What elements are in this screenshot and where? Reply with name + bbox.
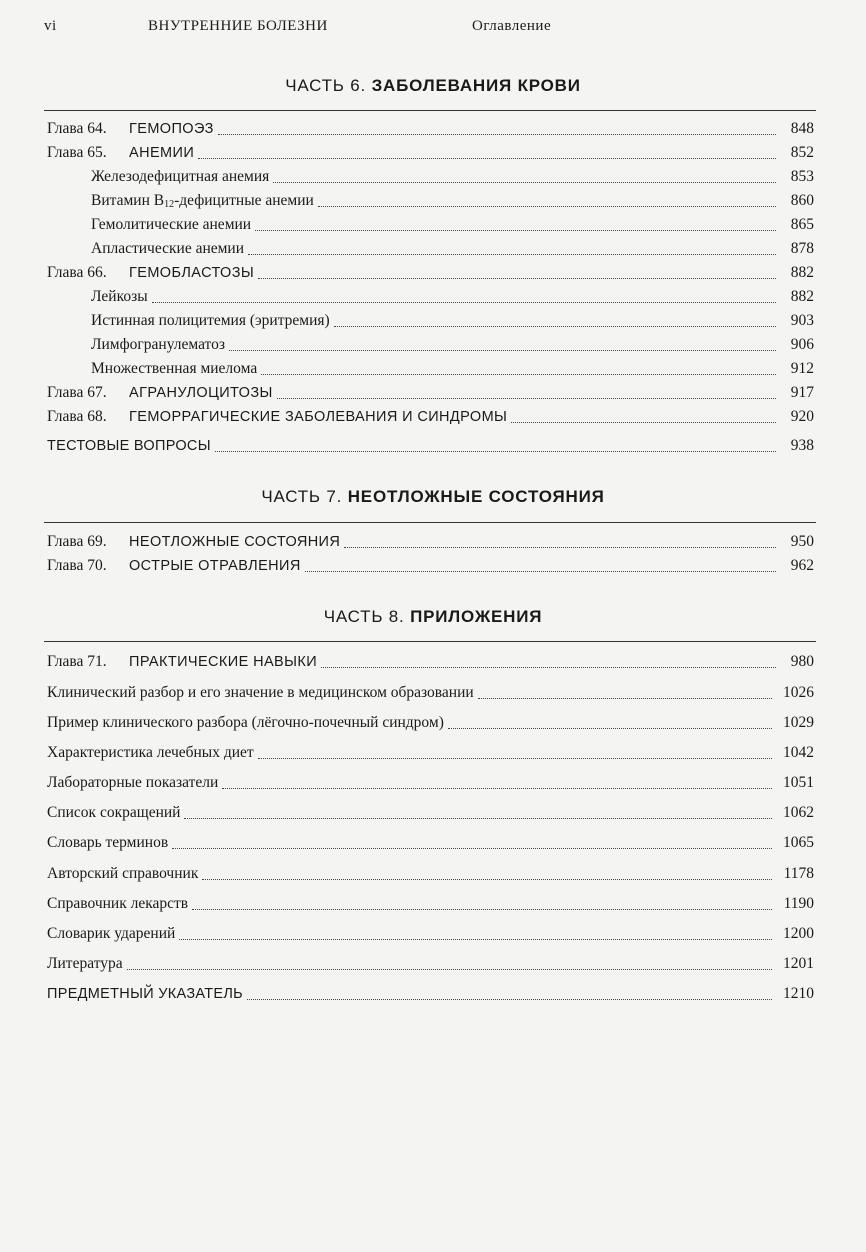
toc-entry[interactable]: Глава 65. АНЕМИИ 852 bbox=[47, 144, 814, 161]
part-7-name: НЕОТЛОЖНЫЕ СОСТОЯНИЯ bbox=[347, 487, 605, 506]
leader-dots bbox=[192, 909, 772, 910]
leader-dots bbox=[218, 134, 776, 135]
part-8-number: ЧАСТЬ 8. bbox=[323, 607, 405, 626]
leader-dots bbox=[258, 758, 772, 759]
leader-dots bbox=[318, 206, 776, 207]
leader-dots bbox=[277, 398, 776, 399]
part-7-rule bbox=[44, 522, 816, 523]
toc-page: 920 bbox=[790, 408, 814, 425]
toc-page: 1026 bbox=[783, 684, 814, 701]
part-7-number: ЧАСТЬ 7. bbox=[261, 487, 343, 506]
running-header bbox=[44, 18, 836, 40]
leader-dots bbox=[222, 788, 772, 789]
toc-subentry[interactable]: Железодефицитная анемия 853 bbox=[91, 168, 814, 185]
toc-entry[interactable]: Глава 70. ОСТРЫЕ ОТРАВЛЕНИЯ 962 bbox=[47, 557, 814, 574]
toc-page: 848 bbox=[790, 120, 814, 137]
toc-page: 853 bbox=[790, 168, 814, 185]
leader-dots bbox=[215, 451, 776, 452]
toc-appendix-entry[interactable]: Авторский справочник 1178 bbox=[47, 865, 814, 882]
toc-appendix-entry[interactable]: Словарик ударений 1200 bbox=[47, 925, 814, 942]
toc-page: 1029 bbox=[783, 714, 814, 731]
toc-page: 906 bbox=[790, 336, 814, 353]
leader-dots bbox=[198, 158, 776, 159]
page-number: vi bbox=[44, 18, 57, 34]
toc-page: 1042 bbox=[783, 744, 814, 761]
toc-appendix-entry[interactable]: Клинический разбор и его значение в медицинском образовании 1026 bbox=[47, 684, 814, 701]
toc-page: 1051 bbox=[783, 774, 814, 791]
toc-subentry[interactable]: Лимфогранулематоз 906 bbox=[91, 336, 814, 353]
toc-page: 878 bbox=[790, 240, 814, 257]
toc-page: 1200 bbox=[783, 925, 814, 942]
leader-dots bbox=[202, 879, 772, 880]
toc-page: 980 bbox=[790, 653, 814, 670]
toc-appendix-entry[interactable]: Пример клинического разбора (лёгочно-почечный синдром) 1029 bbox=[47, 714, 814, 731]
toc-page: 938 bbox=[790, 437, 814, 454]
toc-page: 912 bbox=[790, 360, 814, 377]
toc-entry-tests[interactable]: ТЕСТОВЫЕ ВОПРОСЫ 938 bbox=[47, 437, 814, 454]
part-7-title bbox=[0, 487, 866, 507]
leader-dots bbox=[478, 698, 772, 699]
leader-dots bbox=[152, 302, 776, 303]
leader-dots bbox=[172, 848, 772, 849]
toc-page: 962 bbox=[790, 557, 814, 574]
toc-appendix-entry[interactable]: Справочник лекарств 1190 bbox=[47, 895, 814, 912]
section-title: Оглавление bbox=[472, 18, 552, 34]
toc-page: 865 bbox=[790, 216, 814, 233]
toc-appendix-entry-index[interactable]: ПРЕДМЕТНЫЙ УКАЗАТЕЛЬ 1210 bbox=[47, 985, 814, 1002]
toc-page: 882 bbox=[790, 264, 814, 281]
toc-subentry[interactable]: Лейкозы 882 bbox=[91, 288, 814, 305]
book-title: ВНУТРЕННИЕ БОЛЕЗНИ bbox=[148, 18, 328, 34]
toc-appendix-entry[interactable]: Литература 1201 bbox=[47, 955, 814, 972]
leader-dots bbox=[258, 278, 776, 279]
toc-page: 1065 bbox=[783, 834, 814, 851]
leader-dots bbox=[448, 728, 772, 729]
leader-dots bbox=[261, 374, 776, 375]
toc-page: 1210 bbox=[783, 985, 814, 1002]
toc-entry[interactable]: Глава 68. ГЕМОРРАГИЧЕСКИЕ ЗАБОЛЕВАНИЯ И СИНДРОМЫ 920 bbox=[47, 408, 814, 425]
leader-dots bbox=[334, 326, 776, 327]
part-8-title bbox=[0, 607, 866, 627]
part-6-name: ЗАБОЛЕВАНИЯ КРОВИ bbox=[371, 76, 581, 95]
toc-appendix-entry[interactable]: Словарь терминов 1065 bbox=[47, 834, 814, 851]
toc-subentry[interactable]: Гемолитические анемии 865 bbox=[91, 216, 814, 233]
part-8-name: ПРИЛОЖЕНИЯ bbox=[410, 607, 543, 626]
toc-appendix-entry[interactable]: Характеристика лечебных диет 1042 bbox=[47, 744, 814, 761]
toc-entry[interactable]: Глава 66. ГЕМОБЛАСТОЗЫ 882 bbox=[47, 264, 814, 281]
toc-subentry[interactable]: Истинная полицитемия (эритремия) 903 bbox=[91, 312, 814, 329]
part-6-rule bbox=[44, 110, 816, 111]
toc-entry[interactable]: Глава 64. ГЕМОПОЭЗ 848 bbox=[47, 120, 814, 137]
toc-page: 1178 bbox=[783, 865, 814, 882]
leader-dots bbox=[255, 230, 776, 231]
toc-appendix-entry[interactable]: Лабораторные показатели 1051 bbox=[47, 774, 814, 791]
leader-dots bbox=[127, 969, 772, 970]
toc-page: 1201 bbox=[783, 955, 814, 972]
part-6-number: ЧАСТЬ 6. bbox=[285, 76, 367, 95]
toc-entry[interactable]: Глава 71. ПРАКТИЧЕСКИЕ НАВЫКИ 980 bbox=[47, 653, 814, 670]
toc-page: 1190 bbox=[783, 895, 814, 912]
leader-dots bbox=[179, 939, 772, 940]
toc-page: 882 bbox=[790, 288, 814, 305]
leader-dots bbox=[184, 818, 772, 819]
leader-dots bbox=[248, 254, 776, 255]
toc-appendix-entry[interactable]: Список сокращений 1062 bbox=[47, 804, 814, 821]
toc-entry[interactable]: Глава 69. НЕОТЛОЖНЫЕ СОСТОЯНИЯ 950 bbox=[47, 533, 814, 550]
leader-dots bbox=[344, 547, 776, 548]
leader-dots bbox=[229, 350, 776, 351]
leader-dots bbox=[321, 667, 776, 668]
toc-page: 852 bbox=[790, 144, 814, 161]
toc-page: 903 bbox=[790, 312, 814, 329]
toc-page: 950 bbox=[790, 533, 814, 550]
toc-page: 917 bbox=[790, 384, 814, 401]
toc-subentry[interactable]: Апластические анемии 878 bbox=[91, 240, 814, 257]
part-6-title bbox=[0, 76, 866, 96]
leader-dots bbox=[511, 422, 776, 423]
toc-subentry[interactable]: Множественная миелома 912 bbox=[91, 360, 814, 377]
toc-entry[interactable]: Глава 67. АГРАНУЛОЦИТОЗЫ 917 bbox=[47, 384, 814, 401]
toc-page: 1062 bbox=[783, 804, 814, 821]
toc-page: 860 bbox=[790, 192, 814, 209]
leader-dots bbox=[247, 999, 772, 1000]
leader-dots bbox=[305, 571, 776, 572]
part-8-rule bbox=[44, 641, 816, 642]
toc-subentry[interactable]: Витамин $B_{12}$-дефицитные анемии 860 bbox=[91, 192, 814, 210]
leader-dots bbox=[273, 182, 776, 183]
